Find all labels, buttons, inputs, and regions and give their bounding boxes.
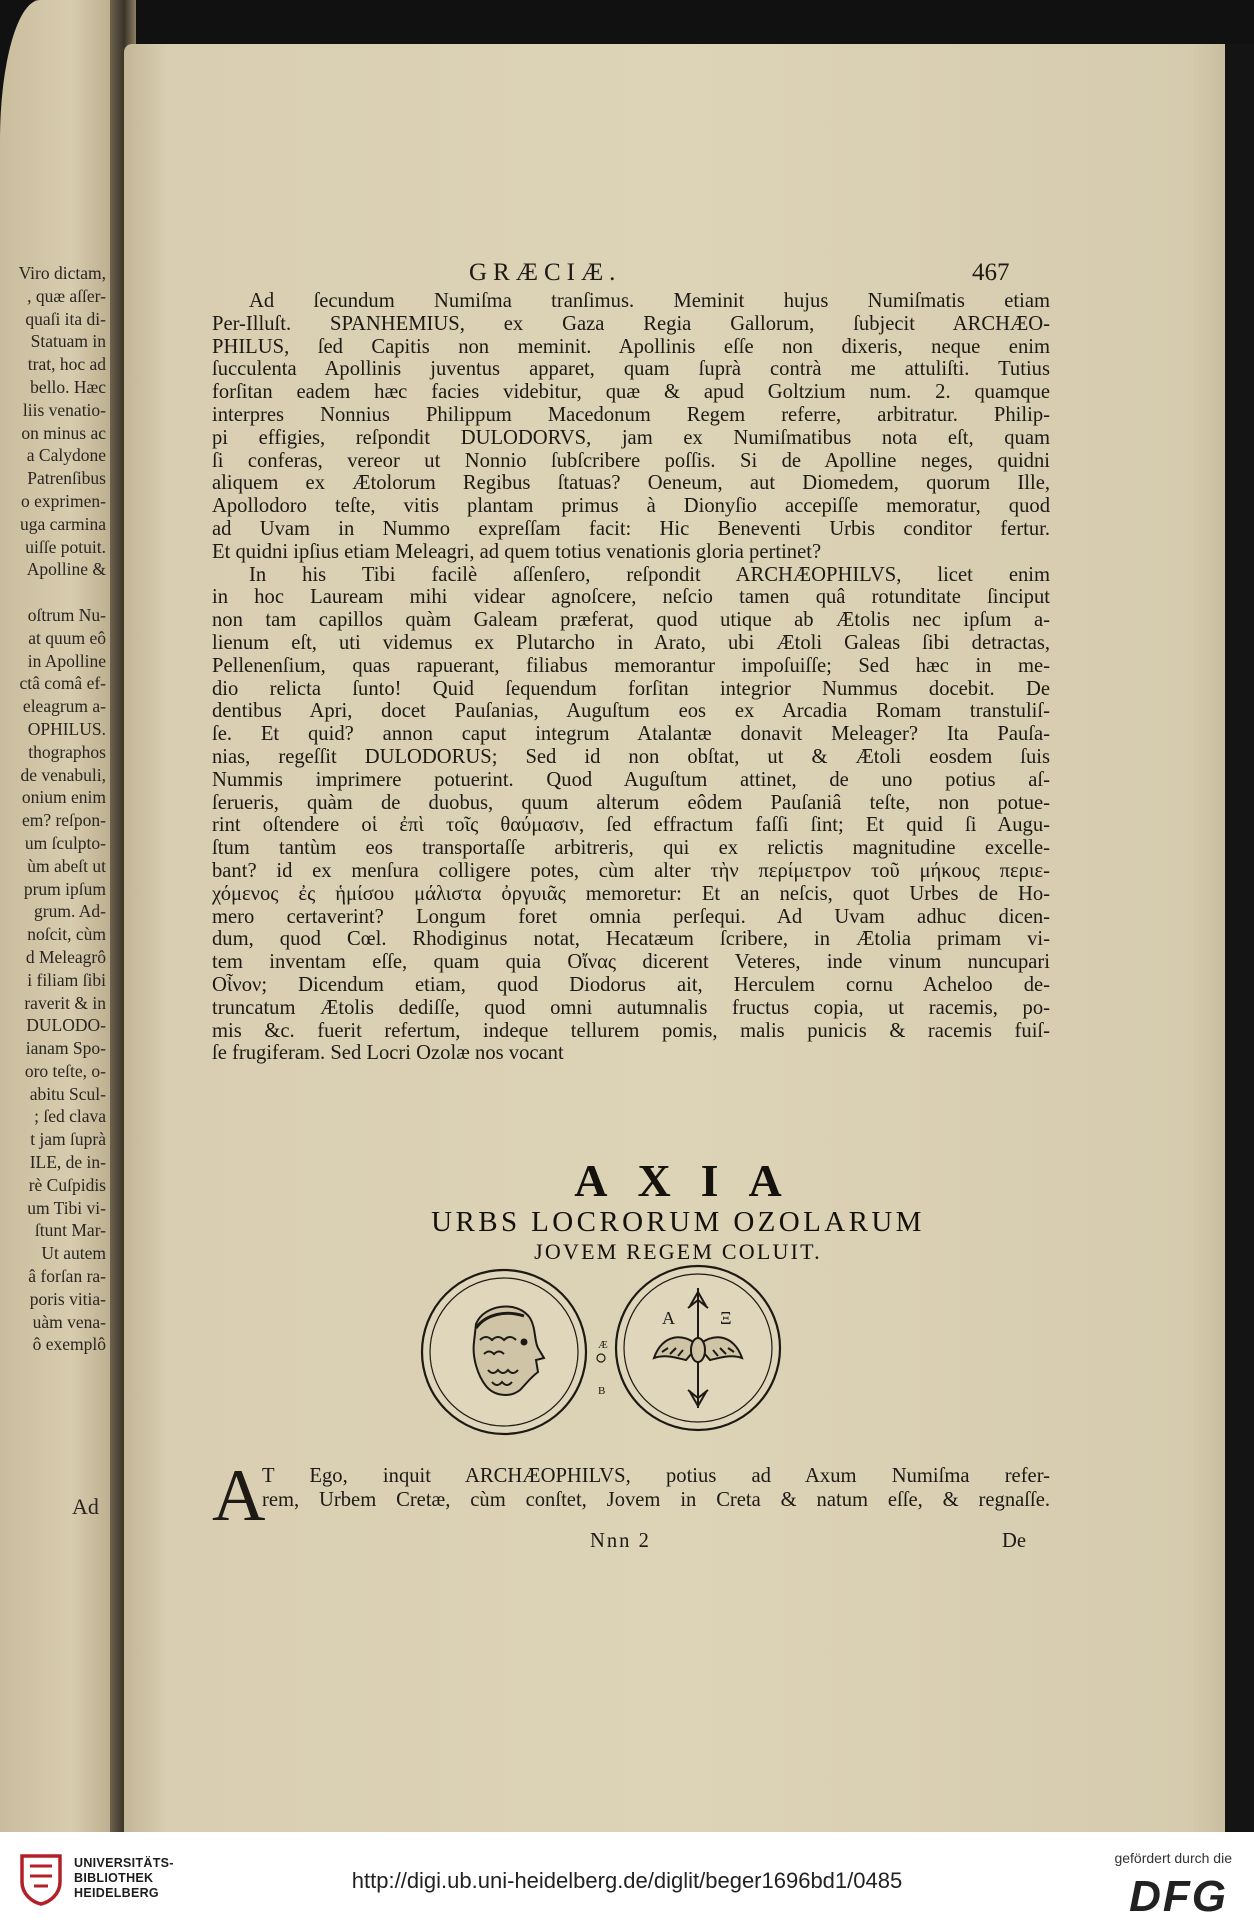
text-line: dentibus Apri, docet Pauſanias, Auguſtum eos ex Arcadia Romam transtuliſ- xyxy=(212,700,1050,723)
left-page-line: bello. Hæc xyxy=(30,376,106,397)
coin-reverse xyxy=(616,1266,780,1430)
left-page-line: Patrenſibus xyxy=(27,468,106,489)
left-page-line: rè Cuſpidis xyxy=(28,1174,106,1195)
left-page-line: i filiam ſibi xyxy=(27,969,106,990)
left-page-line: um Tibi vi- xyxy=(27,1197,106,1218)
heading-subtitle: URBS LOCRORUM OZOLARUM xyxy=(431,1206,925,1238)
left-page-text xyxy=(0,262,108,1356)
text-line: ſi conferas, vereor ut Nonnio ſubſcribere poſſis. Si de Apolline neges, quidni xyxy=(212,449,1050,472)
text-line: dum, quod Cœl. Rhodiginus notat, Hecatæum ſcribere, in Ætolia primam vi- xyxy=(212,928,1050,951)
left-page-line: ſtunt Mar- xyxy=(34,1220,106,1241)
left-page-line: o exprimen- xyxy=(20,490,106,511)
page-edge-shadow xyxy=(1225,44,1254,1832)
text-line: in hoc Lauream mihi videar agnoſcere, neſcio tamen quâ rotunditate ſinciput xyxy=(212,586,1050,609)
text-line: Οἶνον; Dicendum etiam, quod Diodorus ait, Herculem cornu Acheloo de- xyxy=(212,973,1050,996)
text-line: Nummis imprimere potuerint. Quod Auguſtum attinet, de uno potius aſ- xyxy=(212,768,1050,791)
coin-obverse xyxy=(422,1270,586,1434)
reverse-letter-left: A xyxy=(662,1308,675,1328)
left-page-line: onium enim xyxy=(21,787,106,808)
left-page-line: um ſculpto- xyxy=(24,832,106,853)
text-line: Et quidni ipſius etiam Meleagri, ad quem totius venationis gloria pertinet? xyxy=(212,540,822,563)
left-page-line: em? reſpon- xyxy=(21,810,106,831)
text-line: Apollodoro teſte, vitis plantam primus à Dionyſio accepiſſe memoratur, quod xyxy=(212,495,1050,518)
heading-subtitle-2: JOVEM REGEM COLUIT. xyxy=(534,1239,822,1264)
body-text xyxy=(212,290,1050,1065)
left-page-line: liis venatio- xyxy=(22,399,106,420)
left-page-line: grum. Ad- xyxy=(34,901,106,922)
text-line: ſtum tantùm eos transportaſſe arbitreris, qui ex relictis magnitudine excelle- xyxy=(212,837,1050,860)
text-line: non tam capillos quàm Galeam præferat, quod utique ab Ætolis nec ipſum a- xyxy=(212,609,1050,632)
left-page-line: noſcit, cùm xyxy=(27,924,106,945)
footer-bar xyxy=(0,1832,1254,1928)
left-page-line: quaſi ita di- xyxy=(25,308,106,329)
closing-line: T Ego, inquit ARCHÆOPHILVS, potius ad Axum Numiſma refer- xyxy=(262,1465,1050,1487)
text-line: ſe frugiferam. Sed Locri Ozolæ nos vocant xyxy=(212,1042,564,1065)
text-line: nias, regeſſit DULODORUS; Sed id non obſtat, ut & Ætoli eosdem ſuis xyxy=(212,745,1050,768)
institution-line: HEIDELBERG xyxy=(74,1886,159,1900)
left-page-line: uiſſe potuit. xyxy=(25,536,106,557)
text-line: Per-Illuſt. SPANHEMIUS, ex Gaza Regia Gallorum, ſubjecit ARCHÆO- xyxy=(212,312,1050,335)
left-page-line: de venabuli, xyxy=(20,764,106,785)
text-line: mero certaverint? Longum foret omnia perſequi. Ad Uvam adhuc dicen- xyxy=(212,905,1050,928)
left-page-line: ctâ comâ ef- xyxy=(19,673,106,694)
text-line: mis &c. fuerit refertum, indeque tellurem pomis, malis punicis & racemis fuiſ- xyxy=(212,1019,1050,1042)
left-page-line xyxy=(0,581,108,604)
coin-illustration xyxy=(414,1262,884,1442)
text-line: ad Uvam in Nummo expreſſam facit: Hic Beneventi Urbis conditor fertur. xyxy=(212,517,1050,540)
closing-line: rem, Urbem Cretæ, cùm conſtet, Jovem in Creta & natum eſſe, & regnaſſe. xyxy=(262,1489,1050,1511)
text-line: truncatum Ætolis dediſſe, quod omni autumnalis fructus copia, ut racemis, po- xyxy=(212,996,1050,1019)
funding-note: gefördert durch die xyxy=(1114,1850,1232,1866)
left-page-line: Apolline & xyxy=(26,559,106,580)
size-mark: B xyxy=(598,1385,606,1397)
left-page-line: ùm abeſt ut xyxy=(27,855,106,876)
left-page-line: â forſan ra- xyxy=(28,1266,106,1287)
left-page-line: uga carmina xyxy=(20,513,106,534)
text-line: ſerueris, quàm de duobus, quum alterum eôdem Pauſaniâ teſte, non potue- xyxy=(212,791,1050,814)
text-line: Pellenenſium, quas rapuerant, filiabus memorantur impoſuiſſe; Sed hæc in me- xyxy=(212,654,1050,677)
running-head xyxy=(124,259,1232,289)
text-line: χόμενος ἐς ἡμίσου μάλιστα ὀργυιᾶς memoretur: Et an neſcis, quot Urbes de Ho- xyxy=(212,882,1050,905)
left-page-line: abitu Scul- xyxy=(29,1083,106,1104)
catchword: De xyxy=(1002,1530,1027,1552)
left-page-line: , quæ aſſer- xyxy=(27,285,106,306)
text-line: forſitan eadem hæc facies videbitur, quæ & apud Goltzium num. 2. quamque xyxy=(212,381,1050,404)
permalink-url[interactable]: http://digi.ub.uni-heidelberg.de/diglit/beger1696bd1/0485 xyxy=(351,1868,903,1893)
text-line: rint oſtendere οἱ ἐπὶ τοῖς θαύμασιν, ſed effractum faſſi ſint; Et quid ſi Augu- xyxy=(212,814,1050,837)
page-number: 467 xyxy=(972,259,1010,286)
left-page-line: uàm vena- xyxy=(32,1311,106,1332)
left-page-line: DULODO- xyxy=(26,1015,106,1036)
left-page-line: at quum eô xyxy=(28,627,106,648)
left-page-line: thographos xyxy=(28,741,106,762)
dfg-logo[interactable]: DFG xyxy=(1129,1872,1228,1921)
text-line: tem inventam eſſe, quam quia Οἴνας dicerent Veteres, inde vinum nuncupari xyxy=(212,951,1050,974)
reverse-letter-right: Ξ xyxy=(720,1308,732,1328)
text-line: ſe. Et quid? annon caput integrum Atalantæ donavit Meleager? Ita Pauſa- xyxy=(212,723,1050,746)
text-line: PHILUS, ſed Capitis non meminit. Apollinis eſſe non dixeris, neque enim xyxy=(212,335,1050,358)
left-page-line: ianam Spo- xyxy=(25,1038,106,1059)
text-line: dio relicta ſunto! Quid ſequendum forſitan integrior Nummus docebit. De xyxy=(212,677,1050,700)
text-line: In his Tibi facilè aſſenſero, reſpondit ARCHÆOPHILVS, licet enim xyxy=(249,563,1050,586)
section-heading xyxy=(124,1155,1232,1264)
left-page-catchword: Ad xyxy=(72,1494,99,1519)
left-page-line: d Meleagrô xyxy=(25,946,106,967)
left-page-line: Ut autem xyxy=(41,1243,106,1264)
text-line: bant? id ex menſura colligere potes, cùm alter τὴν περίμετρον τοῦ μήκους περιε- xyxy=(212,859,1050,882)
drop-cap: A xyxy=(212,1455,266,1537)
left-page-line: eleagrum a- xyxy=(22,696,106,717)
left-page-line: raverit & in xyxy=(24,992,106,1013)
heading-title: AXIA xyxy=(574,1155,812,1206)
left-page-line: OPHILUS. xyxy=(27,718,106,739)
left-page-line: on minus ac xyxy=(21,422,106,443)
left-page-line: oro teſte, o- xyxy=(24,1060,106,1081)
text-line: lienum eſt, uti videmus ex Plutarcho in Arato, ubi Ætoli Galeas ſibi detractas, xyxy=(212,631,1050,654)
text-line: ſucculenta Apollinis juventus apparet, quam ſuprà contrà me attuliſti. Tutius xyxy=(212,358,1050,381)
institution-line: BIBLIOTHEK xyxy=(74,1871,154,1885)
left-page-line: a Calydone xyxy=(26,445,106,466)
left-page-line: ; ſed clava xyxy=(34,1106,106,1127)
left-page-line: oſtrum Nu- xyxy=(27,604,106,625)
metal-mark: Æ xyxy=(598,1339,608,1351)
left-page-line: Viro dictam, xyxy=(18,263,106,283)
left-page-line: t jam ſuprà xyxy=(30,1129,106,1150)
left-page-line: prum ipſum xyxy=(23,878,106,899)
left-page-line: poris vitia- xyxy=(29,1288,106,1309)
signature-mark: Nnn 2 xyxy=(590,1530,651,1552)
text-line: Ad ſecundum Numiſma tranſimus. Meminit hujus Numiſmatis etiam xyxy=(249,290,1050,312)
left-page-line: Statuam in xyxy=(30,331,106,352)
running-title: GRÆCIÆ. xyxy=(469,259,622,286)
right-page xyxy=(124,44,1232,1832)
institution-line: UNIVERSITÄTS- xyxy=(74,1856,174,1870)
left-page-line: ILE, de in- xyxy=(29,1152,106,1173)
left-page-line: ô exemplô xyxy=(32,1334,106,1355)
left-page-line: in Apolline xyxy=(27,650,106,671)
left-page-line: trat, hoc ad xyxy=(27,354,106,375)
text-line: aliquem ex Ætolorum Regibus ſtatuas? Oeneum, aut Diomedem, quorum Ille, xyxy=(212,472,1050,495)
text-line: interpres Nonnius Philippum Macedonum Regem referre, arbitratur. Philip- xyxy=(212,403,1050,426)
text-line: pi effigies, reſpondit DULODORVS, jam ex Numiſmatibus nota eſt, quam xyxy=(212,426,1050,449)
